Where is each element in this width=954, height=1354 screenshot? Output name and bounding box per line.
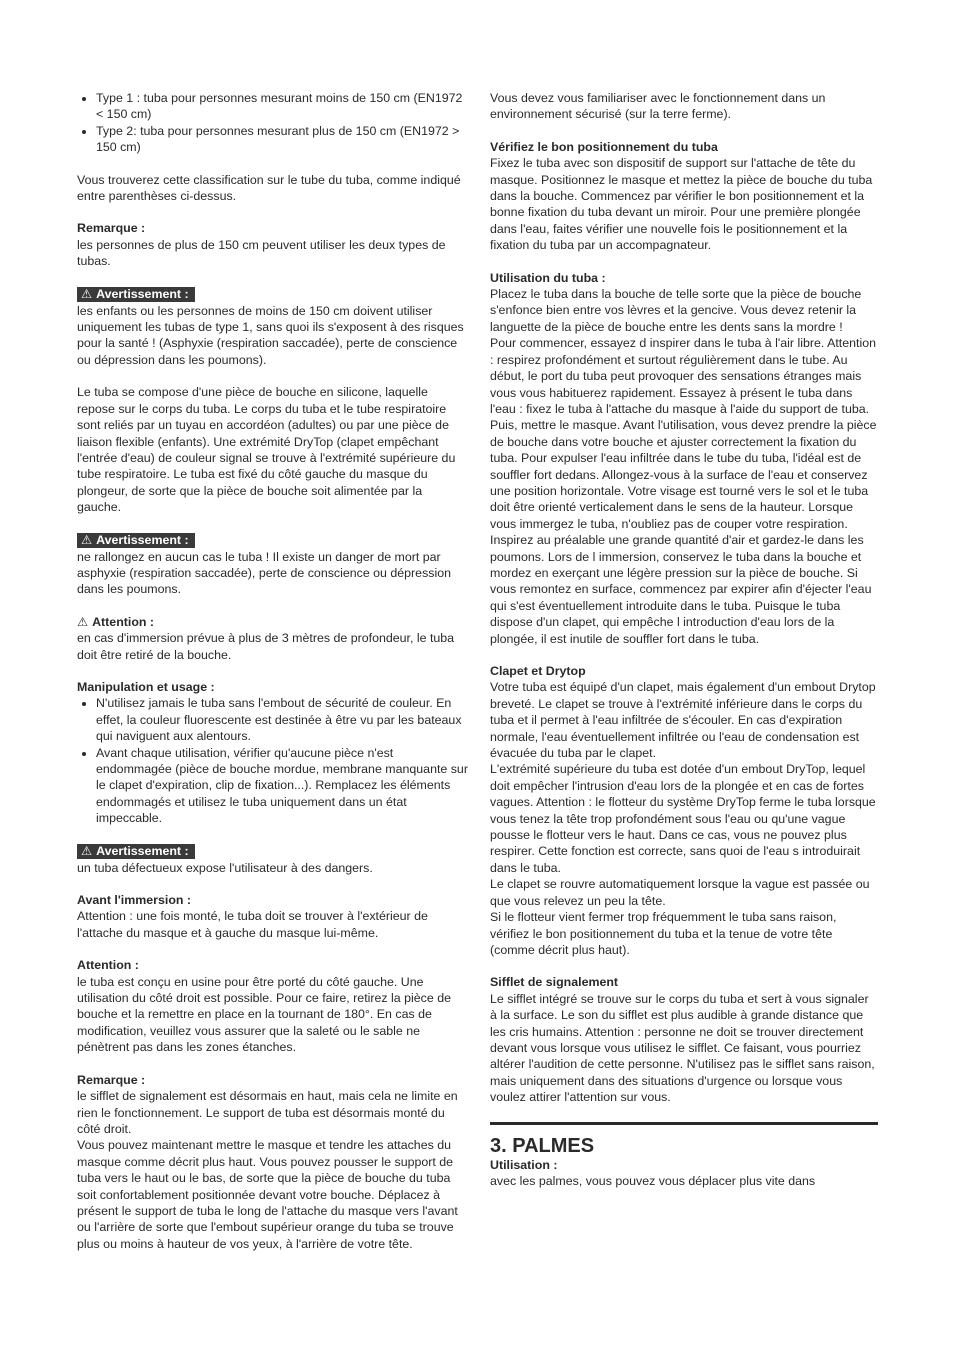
utilisation-section [490,270,878,647]
verification-section [490,139,878,254]
attention-2-title: Attention : [77,958,139,973]
manipulation-title: Manipulation et usage : [77,679,215,694]
clapet-title: Clapet et Drytop [490,664,586,678]
list-item: • Avant chaque utilisation, vérifier qu'aucune pièce n'est endommagée (pièce de bouche mordue, membrane manquante sur le clapet d'expiration, clip de fixation...). Remplacez les éléments endommagés et utilisez le tuba uniquement dans un état impeccable. [96,745,469,827]
attention-1-text: en cas d'immersion prévue à plus de 3 mètres de profondeur, le tuba doit être retiré de la bouche. [77,631,455,662]
warning-2-text: ne rallongez en aucun cas le tuba ! Il existe un danger de mort par asphyxie (respiration saccadée), perte de conscience ou dépression dans les poumons. [77,549,451,597]
familiariser-paragraph: Vous devez vous familiariser avec le fonctionnement dans un environnement sécurisé (sur la terre ferme). [490,91,826,122]
attention-2 [77,957,469,1055]
clapet-paragraph-3: Le clapet se rouvre automatiquement lorsque la vague est passée ou que vous relevez un peu la tête. [490,877,870,908]
clapet-paragraph-4: Si le flotteur vient fermer trop fréquemment le tuba sans raison, vérifiez le bon positionnement du tuba et la tenue de votre tête (comme décrit plus haut). [490,910,837,957]
warning-label: Avertissement : [96,843,189,858]
sifflet-section [490,974,878,1105]
warning-1-text: les enfants ou les personnes de moins de 150 cm doivent utiliser uniquement les tubas de type 1, sans quoi ils s'exposent à des risques pour la santé ! (Asphyxie (respiration saccadée), perte de conscience ou dépression dans les poumons). [77,303,464,367]
warning-triangle-icon: ⚠ [77,614,89,629]
remarque-2 [77,1072,469,1252]
list-item: • N'utilisez jamais le tuba sans l'embout de sécurité de couleur. En effet, la couleur fluorescente est destinée à être vu par les bateaux qui naviguent aux alentours. [96,695,469,744]
type-list [77,90,469,156]
warning-label: Avertissement : [96,532,189,547]
sifflet-text: Le sifflet intégré se trouve sur le corps du tuba et sert à vous signaler à la surface. Le son du sifflet est plus audible à grande distance que les cris humains. Attention : personne ne doit se trouver directement devant vous lorsque vous utilisez le sifflet. Ce faisant, vous pourriez altérer l'audition de cette personne. N'utilisez pas le sifflet sans raison, mais uniquement dans des situations d'urgence ou lorsque vous voulez attirer l'attention sur vous. [490,991,875,1105]
warning-2 [77,532,469,598]
warning-1 [77,286,469,369]
palmes-section [490,1135,878,1190]
warning-3-text: un tuba défectueux expose l'utilisateur à des dangers. [77,860,373,875]
avant-immersion-text: Attention : une fois monté, le tuba doit se trouver à l'extérieur de l'attache du masque et à gauche du masque lui-même. [77,909,428,940]
clapet-paragraph-1: Votre tuba est équipé d'un clapet, mais également d'un embout Drytop breveté. Le clapet se trouve à l'extrémité inférieure dans le corps du tuba et il permet à l'eau infiltrée de s'écouler. En cas d'expiration normale, l'eau éventuellement infiltrée ou l'eau de condensation est évacuée du tuba par le clapet. [490,680,876,761]
warning-3 [77,843,469,876]
type-list-block [77,90,469,156]
palmes-utilisation-text: avec les palmes, vous pouvez vous déplacer plus vite dans [490,1173,816,1188]
remarque-1 [77,220,469,269]
clapet-section [490,663,878,958]
sifflet-title: Sifflet de signalement [490,975,619,990]
utilisation-paragraph-2: Pour commencer, essayez d inspirer dans le tuba à l'air libre. Attention : respirez profondément et surtout régulièrement dans le tube. Au début, le port du tuba peut provoquer des sensations étranges mais vous vous habituerez rapidement. Essayez à présent le tuba dans l'eau : fixez le tuba à l'attache du masque à l'aide du support de tuba. Puis, mettre le masque. Avant l'utilisation, vous devez prendre la pièce de bouche dans votre bouche et ajuster correctement la fixation du tuba. Pour expulser l'eau infiltrée dans le tube du tuba, l'idéal est de souffler fort dedans. Allongez-vous à la surface de l'eau et conservez une position horizontale. Votre visage est tourné vers le sol et le tuba doit être orienté verticalement dans le sens de la hauteur. Lorsque vous immergez le tuba, n'oubliez pas de couper votre respiration. Inspirez au préalable une grande quantité d'air et gardez-le dans les poumons. Lors de l immersion, conservez le tuba dans la bouche et mordez en exerçant une légère pression sur la pièce de bouche. Si vous remontez en surface, commencez par expirer afin d'éjecter l'eau qui s'est éventuellement introduite dans le tuba. Puisque le tuba dispose d'un clapet, qui empêche l introduction d'eau lors de la plongée, il est inutile de souffler fort dans le tuba. [490,336,877,646]
remarque-1-title: Remarque : [77,221,146,236]
support-paragraph: Vous pouvez maintenant mettre le masque et tendre les attaches du masque comme décrit plus haut. Vous pouvez pousser le support de tuba vers le haut ou le bas, de sorte que la pièce de bouche du tuba soit confortablement positionnée devant votre bouche. Déplacez à présent le support de tuba le long de l'attache du masque vers l'avant ou l'arrière de sorte que l'embout supérieur orange du tuba se trouve plus ou moins à hauteur de vos yeux, à l'arrière de votre tête. [77,1138,458,1251]
left-column [77,90,469,1252]
composition-paragraph: Le tuba se compose d'une pièce de bouche en silicone, laquelle repose sur le corps du tuba. Le corps du tuba et le tube respiratoire sont reliés par un tuyau en accordéon (adultes) ou par une pièce de liaison flexible (enfants). Une extrémité DryTop (clapet empêchant l'entrée d'eau) de couleur signal se trouve à l'extrémité supérieure du tube respiratoire. Le tuba est fixé du côté gauche du masque du plongeur, de sorte que la pièce de bouche soit alimentée par la gauche. [77,385,456,515]
verification-text: Fixez le tuba avec son dispositif de support sur l'attache de tête du masque. Positionnez le masque et mettez la pièce de bouche du tuba dans la bouche. Commencez par vérifier le bon positionnement et la bonne fixation du tuba devant un miroir. Pour une première plongée dans l'eau, faites vérifier une nouvelle fois le positionnement et la fixation du tuba par un accompagnateur. [490,156,873,253]
avant-immersion [77,892,469,941]
palmes-utilisation-title: Utilisation : [490,1157,558,1172]
utilisation-title: Utilisation du tuba : [490,270,606,285]
warning-triangle-icon: ⚠ [81,286,93,301]
attention-2-text: le tuba est conçu en usine pour être porté du côté gauche. Une utilisation du côté droit est possible. Pour ce faire, retirez la pièce de bouche et la remettre en place en la tournant de 180°. En cas de modification, veuillez vous assurer que la saleté ou le sable ne pénètrent pas dans les zones étanches. [77,974,451,1055]
remarque-2-title: Remarque : [77,1072,146,1087]
avant-immersion-title: Avant l'immersion : [77,893,192,908]
remarque-1-text: les personnes de plus de 150 cm peuvent utiliser les deux types de tubas. [77,237,446,269]
utilisation-paragraph-1: Placez le tuba dans la bouche de telle sorte que la pièce de bouche s'enfonce bien entre vos lèvres et la gencive. Vous devez retenir la languette de la pièce de bouche entre les dents sans la mordre ! [490,287,862,334]
manipulation-section [77,679,469,827]
attention-1-heading [77,614,469,630]
attention-1 [77,614,469,663]
list-item: • Type 1 : tuba pour personnes mesurant moins de 150 cm (EN1972 < 150 cm) [96,90,469,123]
attention-1-title: Attention : [92,614,155,629]
warning-badge [77,287,195,302]
warning-badge [77,844,195,859]
warning-triangle-icon: ⚠ [81,532,93,547]
right-column [490,90,878,1189]
warning-badge [77,533,195,548]
section-divider [490,1122,878,1125]
warning-triangle-icon: ⚠ [81,843,93,858]
clapet-paragraph-2: L'extrémité supérieure du tuba est dotée d'un embout DryTop, lequel doit empêcher l'intrusion d'eau lors de la plongée et en cas de fortes vagues. Attention : le flotteur du système DryTop ferme le tuba lorsque vous tenez la tête trop profondément sous l'eau ou qu'une vague pousse le flotteur vers le haut. Dans ce cas, vous ne pouvez plus respirer. Cette fonction est correcte, sans quoi de l'eau s introduirait dans le tuba. [490,762,876,875]
warning-label: Avertissement : [96,286,189,301]
list-item: • Type 2: tuba pour personnes mesurant plus de 150 cm (EN1972 > 150 cm) [96,123,469,156]
verification-title: Vérifiez le bon positionnement du tuba [490,139,718,154]
classification-paragraph: Vous trouverez cette classification sur le tube du tuba, comme indiqué entre parenthèses ci-dessus. [77,172,461,204]
section-title: 3. PALMES [490,1134,595,1157]
manipulation-list [77,695,469,826]
remarque-2-text: le sifflet de signalement est désormais en haut, mais cela ne limite en rien le fonctionnement. Le support de tuba est désormais monté du côté droit. [77,1089,458,1136]
